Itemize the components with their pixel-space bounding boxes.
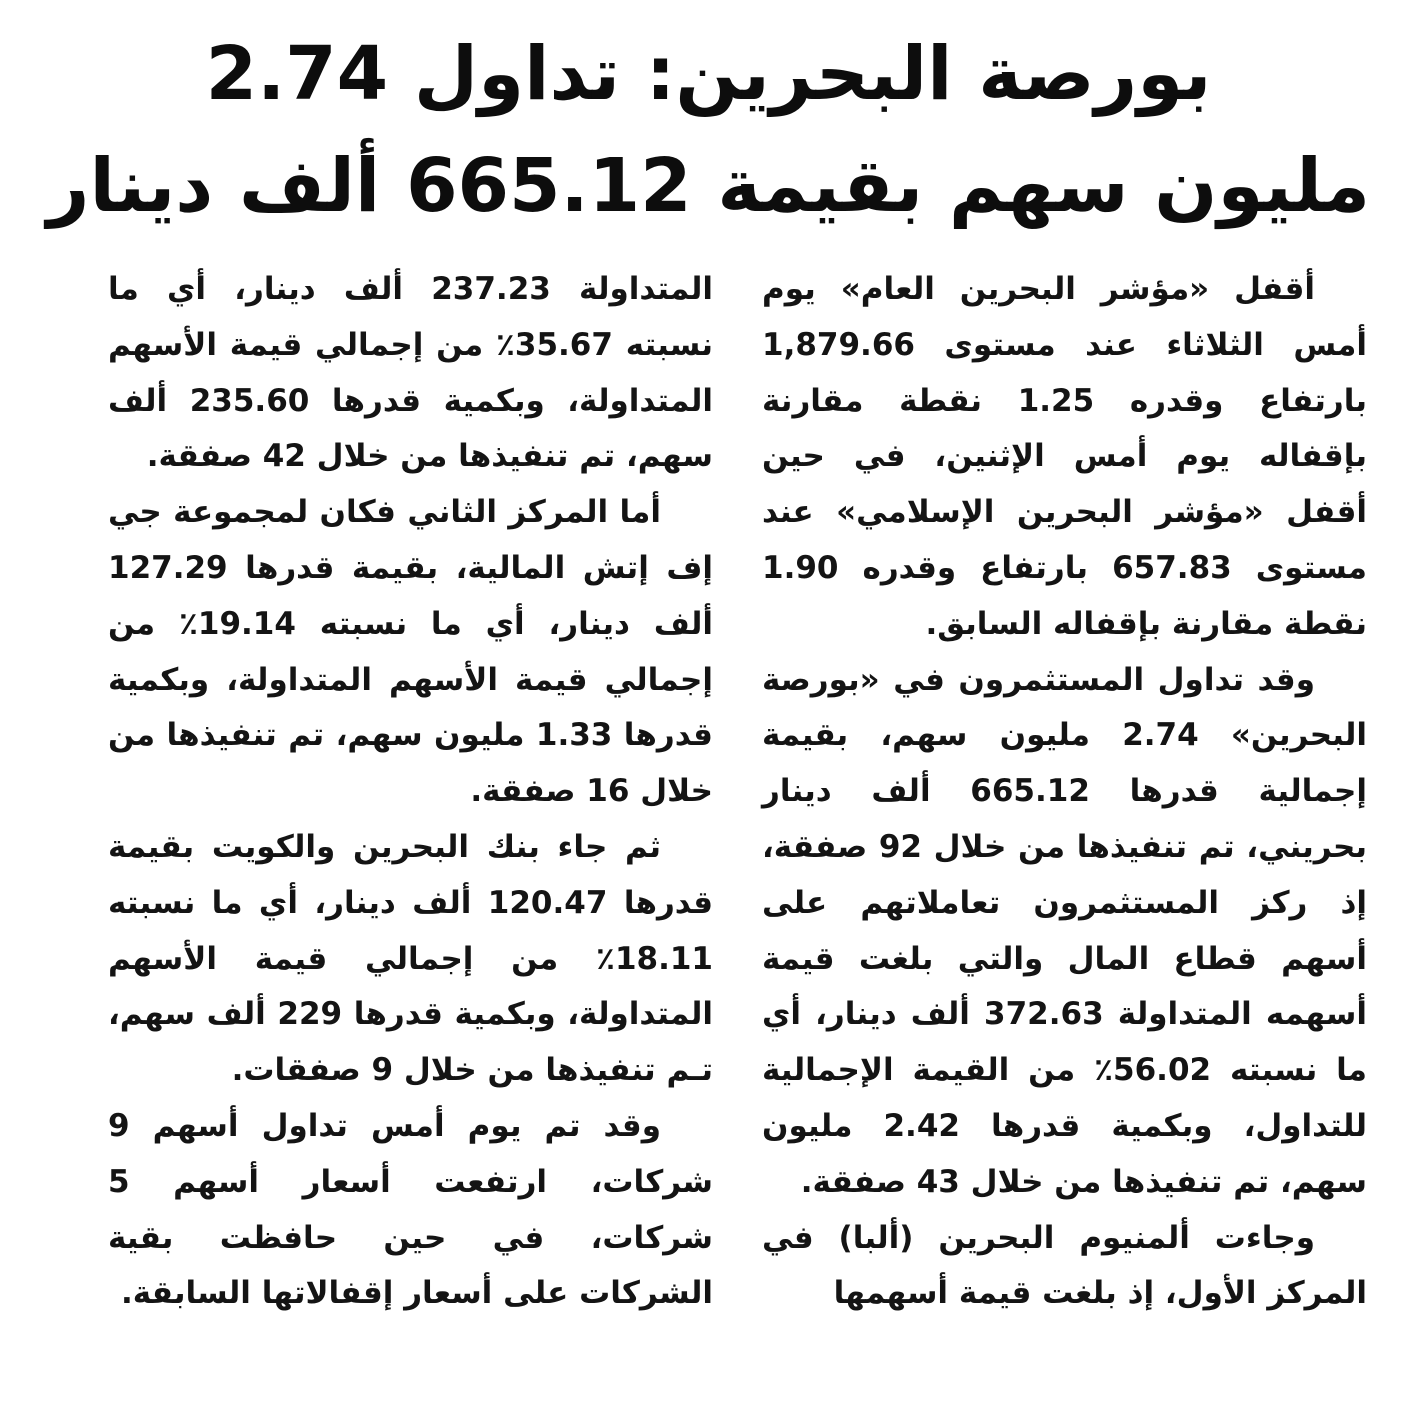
paragraph: أما المركز الثاني فكان لمجموعة جي إف إتش المالية، بقيمة قدرها 127.29 ألف دينار، أي ما نسبته 19.14٪ من إجمالي قيمة الأسهم المتداولة، وبكمية قدرها 1.33 مليون سهم، تم تنفيذها من خلال 16 صفقة. — [108, 494, 714, 810]
headline-line-2: مليون سهم بقيمة 665.12 ألف دينار — [46, 143, 1371, 229]
paragraph: المتداولة 237.23 ألف دينار، أي ما نسبته 35.67٪ من إجمالي قيمة الأسهم المتداولة، وبكمية قدرها 235.60 ألف سهم، تم تنفيذها من خلال 42 صفقة. — [108, 271, 713, 475]
paragraph: أقفل «مؤشر البحرين العام» يوم أمس الثلاثاء عند مستوى 1,879.66 بارتفاع وقدره 1.25 نقطة مقارنة بإقفاله يوم أمس الإثنين، في حين أقفل «مؤشر البحرين الإسلامي» عند مستوى 657.83 بارتفاع وقدره 1.90 نقطة مقارنة بإقفاله السابق. — [762, 271, 1367, 642]
article-column-left — [108, 262, 713, 1322]
paragraph: ثم جاء بنك البحرين والكويت بقيمة قدرها 120.47 ألف دينار، أي ما نسبته 18.11٪ من إجمالي قيمة الأسهم المتداولة، وبكمية قدرها 229 ألف سهم، تـم تنفيذها من خلال 9 صفقات. — [108, 828, 713, 1089]
paragraph: وقد تم يوم أمس تداول أسهم 9 شركات، ارتفعت أسعار أسهم 5 شركات، في حين حافظت بقية الشركات على أسعار إقفالاتها السابقة. — [108, 1107, 713, 1312]
paragraph: وقد تداول المستثمرون في «بورصة البحرين» 2.74 مليون سهم، بقيمة إجمالية قدرها 665.12 ألف دينار بحريني، تم تنفيذها من خلال 92 صفقة، إذ ركز المستثمرون تعاملاتهم على أسهم قطاع المال والتي بلغت قيمة أسهمه المتداولة 372.63 ألف دينار، أي ما نسبته 56.02٪ من القيمة الإجمالية للتداول، وبكمية قدرها 2.42 مليون سهم، تم تنفيذها من خلال 43 صفقة. — [762, 661, 1368, 1200]
article-column-right — [762, 262, 1367, 1322]
paragraph: وجاءت ألمنيوم البحرين (ألبا) في المركز الأول، إذ بلغت قيمة أسهمها — [762, 1219, 1367, 1312]
headline-line-1: بورصة البحرين: تداول 2.74 — [205, 31, 1212, 117]
article-headline — [40, 18, 1377, 242]
